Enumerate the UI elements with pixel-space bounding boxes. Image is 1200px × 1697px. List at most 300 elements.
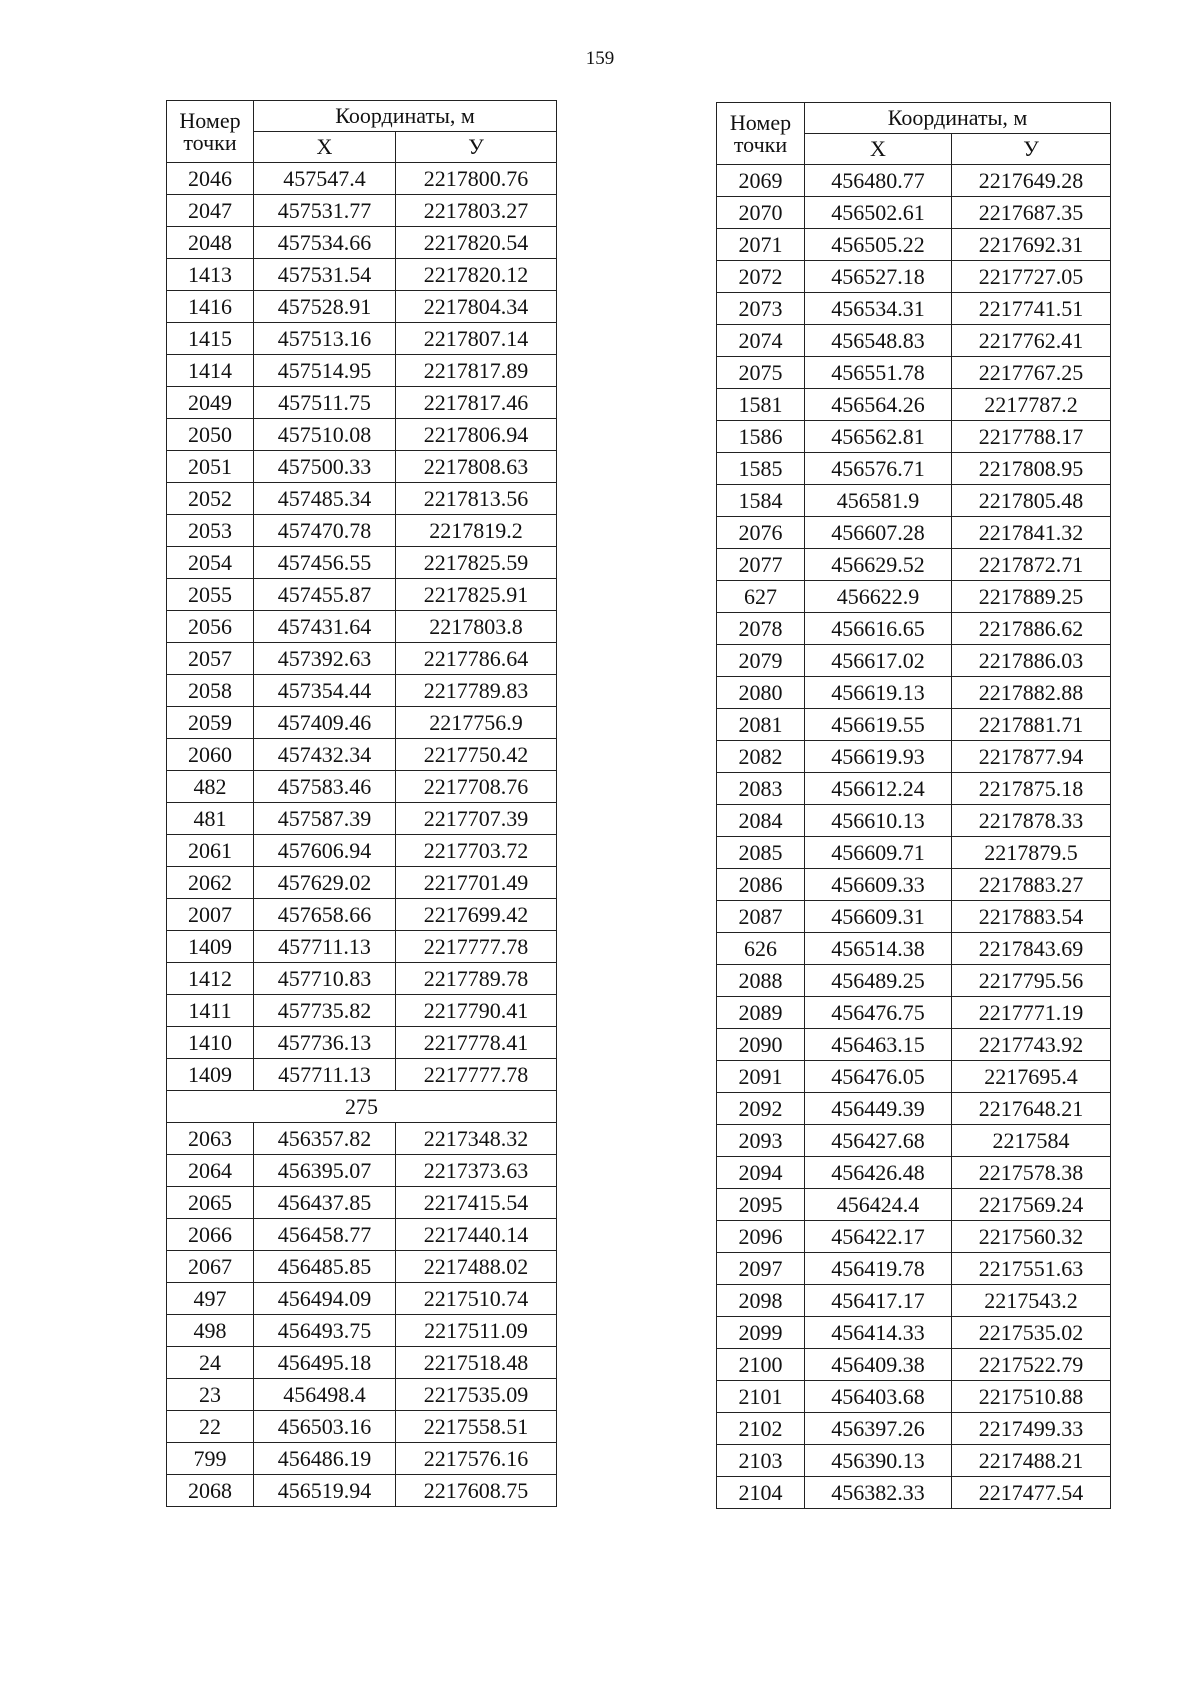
x-coordinate-cell: 456382.33: [805, 1477, 952, 1509]
x-coordinate-cell: 456609.71: [805, 837, 952, 869]
header-point-number: [717, 103, 805, 165]
table-row: [717, 1221, 1111, 1253]
x-coordinate-cell: 456619.13: [805, 677, 952, 709]
table-row: [167, 355, 557, 387]
x-coordinate-cell: 457510.08: [254, 419, 396, 451]
y-coordinate-cell: 2217687.35: [952, 197, 1111, 229]
y-coordinate-cell: 2217510.74: [396, 1283, 557, 1315]
x-coordinate-cell: 456414.33: [805, 1317, 952, 1349]
table-row: [717, 613, 1111, 645]
point-number-cell: 2068: [167, 1475, 254, 1507]
x-coordinate-cell: 456607.28: [805, 517, 952, 549]
table-row: [717, 1285, 1111, 1317]
x-coordinate-cell: 457470.78: [254, 515, 396, 547]
table-row: [717, 1445, 1111, 1477]
point-number-cell: 2065: [167, 1187, 254, 1219]
point-number-cell: 497: [167, 1283, 254, 1315]
y-coordinate-cell: 2217817.89: [396, 355, 557, 387]
table-row: [717, 1477, 1111, 1509]
table-row: [167, 675, 557, 707]
y-coordinate-cell: 2217535.09: [396, 1379, 557, 1411]
x-coordinate-cell: 456476.05: [805, 1061, 952, 1093]
table-row: [717, 1317, 1111, 1349]
point-number-cell: 2062: [167, 867, 254, 899]
point-number-cell: 2102: [717, 1413, 805, 1445]
y-coordinate-cell: 2217767.25: [952, 357, 1111, 389]
x-coordinate-cell: 457409.46: [254, 707, 396, 739]
table-row: [167, 1219, 557, 1251]
x-coordinate-cell: 457511.75: [254, 387, 396, 419]
point-number-cell: 627: [717, 581, 805, 613]
y-coordinate-cell: 2217778.41: [396, 1027, 557, 1059]
point-number-cell: 2104: [717, 1477, 805, 1509]
y-coordinate-cell: 2217786.64: [396, 643, 557, 675]
table-row: [717, 197, 1111, 229]
x-coordinate-cell: 457431.64: [254, 611, 396, 643]
point-number-cell: 2071: [717, 229, 805, 261]
y-coordinate-cell: 2217841.32: [952, 517, 1111, 549]
y-coordinate-cell: 2217741.51: [952, 293, 1111, 325]
point-number-cell: 2090: [717, 1029, 805, 1061]
x-coordinate-cell: 456485.85: [254, 1251, 396, 1283]
x-coordinate-cell: 456551.78: [805, 357, 952, 389]
x-coordinate-cell: 456422.17: [805, 1221, 952, 1253]
x-coordinate-cell: 456493.75: [254, 1315, 396, 1347]
y-coordinate-cell: 2217348.32: [396, 1123, 557, 1155]
header-point-number: [167, 101, 254, 163]
x-coordinate-cell: 456463.15: [805, 1029, 952, 1061]
point-number-cell: 626: [717, 933, 805, 965]
point-number-cell: 2079: [717, 645, 805, 677]
point-number-cell: 2088: [717, 965, 805, 997]
point-number-cell: 1581: [717, 389, 805, 421]
left-table-section: [167, 1091, 557, 1123]
coordinates-table-right: [716, 102, 1111, 1509]
y-coordinate-cell: 2217477.54: [952, 1477, 1111, 1509]
x-coordinate-cell: 456449.39: [805, 1093, 952, 1125]
y-coordinate-cell: 2217488.02: [396, 1251, 557, 1283]
point-number-cell: 1409: [167, 1059, 254, 1091]
table-row: [717, 677, 1111, 709]
x-coordinate-cell: 456616.65: [805, 613, 952, 645]
y-coordinate-cell: 2217695.4: [952, 1061, 1111, 1093]
y-coordinate-cell: 2217825.91: [396, 579, 557, 611]
x-coordinate-cell: 456489.25: [805, 965, 952, 997]
point-number-cell: 2070: [717, 197, 805, 229]
point-number-cell: 2056: [167, 611, 254, 643]
table-row: [717, 453, 1111, 485]
point-number-cell: 2069: [717, 165, 805, 197]
y-coordinate-cell: 2217560.32: [952, 1221, 1111, 1253]
point-number-cell: 2086: [717, 869, 805, 901]
point-number-cell: 2061: [167, 835, 254, 867]
point-number-cell: 2074: [717, 325, 805, 357]
point-number-cell: 2063: [167, 1123, 254, 1155]
x-coordinate-cell: 456437.85: [254, 1187, 396, 1219]
coordinates-table-left: [166, 100, 557, 1507]
y-coordinate-cell: 2217817.46: [396, 387, 557, 419]
x-coordinate-cell: 456476.75: [805, 997, 952, 1029]
point-number-cell: 2051: [167, 451, 254, 483]
point-number-cell: 1586: [717, 421, 805, 453]
point-number-cell: 2067: [167, 1251, 254, 1283]
table-row: [717, 1381, 1111, 1413]
table-row: [717, 997, 1111, 1029]
table-row: [717, 325, 1111, 357]
y-coordinate-cell: 2217584: [952, 1125, 1111, 1157]
header-coordinates: Координаты, м: [805, 103, 1111, 134]
table-row: [167, 259, 557, 291]
table-row: [167, 1251, 557, 1283]
table-row: [717, 389, 1111, 421]
x-coordinate-cell: 456397.26: [805, 1413, 952, 1445]
x-coordinate-cell: 457711.13: [254, 1059, 396, 1091]
y-coordinate-cell: 2217820.54: [396, 227, 557, 259]
x-coordinate-cell: 456505.22: [805, 229, 952, 261]
x-coordinate-cell: 456519.94: [254, 1475, 396, 1507]
header-y: У: [396, 132, 557, 163]
x-coordinate-cell: 456610.13: [805, 805, 952, 837]
x-coordinate-cell: 456581.9: [805, 485, 952, 517]
point-number-cell: 2083: [717, 773, 805, 805]
x-coordinate-cell: 456514.38: [805, 933, 952, 965]
table-header: [167, 101, 557, 163]
section-label: 275: [167, 1091, 557, 1123]
y-coordinate-cell: 2217806.94: [396, 419, 557, 451]
y-coordinate-cell: 2217789.78: [396, 963, 557, 995]
y-coordinate-cell: 2217707.39: [396, 803, 557, 835]
y-coordinate-cell: 2217649.28: [952, 165, 1111, 197]
point-number-cell: 2048: [167, 227, 254, 259]
point-number-cell: 1585: [717, 453, 805, 485]
y-coordinate-cell: 2217819.2: [396, 515, 557, 547]
table-row: [167, 1443, 557, 1475]
point-number-cell: 2059: [167, 707, 254, 739]
y-coordinate-cell: 2217777.78: [396, 931, 557, 963]
x-coordinate-cell: 456609.33: [805, 869, 952, 901]
point-number-cell: 22: [167, 1411, 254, 1443]
table-row: [167, 323, 557, 355]
table-row: [167, 1059, 557, 1091]
point-number-cell: 2101: [717, 1381, 805, 1413]
table-row: [167, 963, 557, 995]
table-row: [167, 227, 557, 259]
x-coordinate-cell: 456503.16: [254, 1411, 396, 1443]
table-row: [167, 483, 557, 515]
y-coordinate-cell: 2217879.5: [952, 837, 1111, 869]
header-point-label: Номер: [179, 107, 241, 133]
section-row: [167, 1091, 557, 1123]
y-coordinate-cell: 2217692.31: [952, 229, 1111, 261]
x-coordinate-cell: 456480.77: [805, 165, 952, 197]
table-row: [167, 579, 557, 611]
point-number-cell: 2076: [717, 517, 805, 549]
table-row: [167, 835, 557, 867]
y-coordinate-cell: 2217703.72: [396, 835, 557, 867]
point-number-cell: 2075: [717, 357, 805, 389]
table-row: [717, 1253, 1111, 1285]
point-number-cell: 1409: [167, 931, 254, 963]
table-row: [717, 741, 1111, 773]
x-coordinate-cell: 456548.83: [805, 325, 952, 357]
point-number-cell: 2096: [717, 1221, 805, 1253]
point-number-cell: 2084: [717, 805, 805, 837]
x-coordinate-cell: 457485.34: [254, 483, 396, 515]
point-number-cell: 498: [167, 1315, 254, 1347]
point-number-cell: 2054: [167, 547, 254, 579]
x-coordinate-cell: 457500.33: [254, 451, 396, 483]
point-number-cell: 2058: [167, 675, 254, 707]
point-number-cell: 2047: [167, 195, 254, 227]
point-number-cell: 2007: [167, 899, 254, 931]
point-number-cell: 2095: [717, 1189, 805, 1221]
x-coordinate-cell: 456390.13: [805, 1445, 952, 1477]
point-number-cell: 2094: [717, 1157, 805, 1189]
x-coordinate-cell: 457534.66: [254, 227, 396, 259]
y-coordinate-cell: 2217569.24: [952, 1189, 1111, 1221]
point-number-cell: 1415: [167, 323, 254, 355]
y-coordinate-cell: 2217807.14: [396, 323, 557, 355]
table-row: [167, 1027, 557, 1059]
table-row: [167, 1123, 557, 1155]
x-coordinate-cell: 456562.81: [805, 421, 952, 453]
left-table-body-b: [167, 1123, 557, 1507]
x-coordinate-cell: 456576.71: [805, 453, 952, 485]
table-row: [717, 1349, 1111, 1381]
point-number-cell: 2049: [167, 387, 254, 419]
y-coordinate-cell: 2217511.09: [396, 1315, 557, 1347]
point-number-cell: 2073: [717, 293, 805, 325]
table-row: [167, 291, 557, 323]
y-coordinate-cell: 2217787.2: [952, 389, 1111, 421]
table-row: [717, 1157, 1111, 1189]
x-coordinate-cell: 457531.54: [254, 259, 396, 291]
point-number-cell: 2091: [717, 1061, 805, 1093]
table-row: [167, 1155, 557, 1187]
table-row: [167, 643, 557, 675]
y-coordinate-cell: 2217743.92: [952, 1029, 1111, 1061]
x-coordinate-cell: 457514.95: [254, 355, 396, 387]
point-number-cell: 2050: [167, 419, 254, 451]
x-coordinate-cell: 457587.39: [254, 803, 396, 835]
table-row: [717, 229, 1111, 261]
x-coordinate-cell: 456486.19: [254, 1443, 396, 1475]
x-coordinate-cell: 457354.44: [254, 675, 396, 707]
x-coordinate-cell: 457528.91: [254, 291, 396, 323]
table-row: [167, 387, 557, 419]
point-number-cell: 2064: [167, 1155, 254, 1187]
y-coordinate-cell: 2217805.48: [952, 485, 1111, 517]
x-coordinate-cell: 456629.52: [805, 549, 952, 581]
x-coordinate-cell: 456494.09: [254, 1283, 396, 1315]
table-row: [717, 837, 1111, 869]
x-coordinate-cell: 456403.68: [805, 1381, 952, 1413]
y-coordinate-cell: 2217522.79: [952, 1349, 1111, 1381]
y-coordinate-cell: 2217699.42: [396, 899, 557, 931]
y-coordinate-cell: 2217882.88: [952, 677, 1111, 709]
table-header: [717, 103, 1111, 165]
table-row: [167, 1187, 557, 1219]
table-row: [167, 1411, 557, 1443]
table-row: [717, 293, 1111, 325]
point-number-cell: 23: [167, 1379, 254, 1411]
x-coordinate-cell: 457432.34: [254, 739, 396, 771]
table-row: [717, 1093, 1111, 1125]
table-row: [167, 1283, 557, 1315]
x-coordinate-cell: 456617.02: [805, 645, 952, 677]
x-coordinate-cell: 456424.4: [805, 1189, 952, 1221]
y-coordinate-cell: 2217825.59: [396, 547, 557, 579]
point-number-cell: 2060: [167, 739, 254, 771]
y-coordinate-cell: 2217701.49: [396, 867, 557, 899]
x-coordinate-cell: 456495.18: [254, 1347, 396, 1379]
x-coordinate-cell: 456619.55: [805, 709, 952, 741]
table-row: [167, 931, 557, 963]
x-coordinate-cell: 457455.87: [254, 579, 396, 611]
y-coordinate-cell: 2217808.63: [396, 451, 557, 483]
x-coordinate-cell: 456498.4: [254, 1379, 396, 1411]
table-row: [167, 1379, 557, 1411]
table-row: [717, 933, 1111, 965]
x-coordinate-cell: 457629.02: [254, 867, 396, 899]
header-x: Х: [805, 134, 952, 165]
point-number-cell: 2053: [167, 515, 254, 547]
point-number-cell: 2082: [717, 741, 805, 773]
y-coordinate-cell: 2217750.42: [396, 739, 557, 771]
table-row: [717, 773, 1111, 805]
y-coordinate-cell: 2217518.48: [396, 1347, 557, 1379]
x-coordinate-cell: 456419.78: [805, 1253, 952, 1285]
point-number-cell: 2078: [717, 613, 805, 645]
point-number-cell: 24: [167, 1347, 254, 1379]
point-number-cell: 2098: [717, 1285, 805, 1317]
y-coordinate-cell: 2217808.95: [952, 453, 1111, 485]
y-coordinate-cell: 2217800.76: [396, 163, 557, 195]
header-point-label-2: точки: [733, 131, 788, 157]
table-row: [167, 547, 557, 579]
point-number-cell: 1414: [167, 355, 254, 387]
y-coordinate-cell: 2217789.83: [396, 675, 557, 707]
point-number-cell: 2100: [717, 1349, 805, 1381]
left-table-body-a: [167, 163, 557, 1091]
point-number-cell: 1410: [167, 1027, 254, 1059]
y-coordinate-cell: 2217883.27: [952, 869, 1111, 901]
y-coordinate-cell: 2217820.12: [396, 259, 557, 291]
table-row: [717, 901, 1111, 933]
point-number-cell: 1584: [717, 485, 805, 517]
table-row: [167, 867, 557, 899]
table-row: [717, 165, 1111, 197]
x-coordinate-cell: 456502.61: [805, 197, 952, 229]
y-coordinate-cell: 2217488.21: [952, 1445, 1111, 1477]
x-coordinate-cell: 456427.68: [805, 1125, 952, 1157]
table-row: [717, 1413, 1111, 1445]
header-point-label: Номер: [729, 109, 792, 135]
table-row: [167, 899, 557, 931]
table-row: [167, 451, 557, 483]
page-number: 159: [585, 48, 615, 69]
point-number-cell: 2092: [717, 1093, 805, 1125]
point-number-cell: 2077: [717, 549, 805, 581]
y-coordinate-cell: 2217790.41: [396, 995, 557, 1027]
header-x: Х: [254, 132, 396, 163]
y-coordinate-cell: 2217558.51: [396, 1411, 557, 1443]
point-number-cell: 1412: [167, 963, 254, 995]
table-row: [717, 805, 1111, 837]
y-coordinate-cell: 2217771.19: [952, 997, 1111, 1029]
table-row: [167, 803, 557, 835]
y-coordinate-cell: 2217878.33: [952, 805, 1111, 837]
x-coordinate-cell: 456426.48: [805, 1157, 952, 1189]
x-coordinate-cell: 456612.24: [805, 773, 952, 805]
point-number-cell: 1413: [167, 259, 254, 291]
table-row: [167, 771, 557, 803]
table-row: [717, 645, 1111, 677]
table-row: [167, 995, 557, 1027]
y-coordinate-cell: 2217648.21: [952, 1093, 1111, 1125]
y-coordinate-cell: 2217608.75: [396, 1475, 557, 1507]
table-row: [717, 485, 1111, 517]
table-row: [717, 1061, 1111, 1093]
y-coordinate-cell: 2217777.78: [396, 1059, 557, 1091]
y-coordinate-cell: 2217440.14: [396, 1219, 557, 1251]
y-coordinate-cell: 2217803.8: [396, 611, 557, 643]
x-coordinate-cell: 456619.93: [805, 741, 952, 773]
y-coordinate-cell: 2217788.17: [952, 421, 1111, 453]
x-coordinate-cell: 457658.66: [254, 899, 396, 931]
y-coordinate-cell: 2217543.2: [952, 1285, 1111, 1317]
y-coordinate-cell: 2217843.69: [952, 933, 1111, 965]
x-coordinate-cell: 457531.77: [254, 195, 396, 227]
y-coordinate-cell: 2217886.62: [952, 613, 1111, 645]
right-table-body: [717, 165, 1111, 1509]
y-coordinate-cell: 2217872.71: [952, 549, 1111, 581]
x-coordinate-cell: 457606.94: [254, 835, 396, 867]
point-number-cell: 2046: [167, 163, 254, 195]
table-row: [167, 707, 557, 739]
point-number-cell: 799: [167, 1443, 254, 1475]
x-coordinate-cell: 456527.18: [805, 261, 952, 293]
point-number-cell: 2097: [717, 1253, 805, 1285]
y-coordinate-cell: 2217886.03: [952, 645, 1111, 677]
y-coordinate-cell: 2217708.76: [396, 771, 557, 803]
table-row: [167, 1475, 557, 1507]
x-coordinate-cell: 457735.82: [254, 995, 396, 1027]
table-row: [717, 1189, 1111, 1221]
x-coordinate-cell: 456409.38: [805, 1349, 952, 1381]
table-row: [717, 357, 1111, 389]
table-row: [717, 421, 1111, 453]
point-number-cell: 2087: [717, 901, 805, 933]
point-number-cell: 2052: [167, 483, 254, 515]
point-number-cell: 481: [167, 803, 254, 835]
x-coordinate-cell: 457583.46: [254, 771, 396, 803]
point-number-cell: 1416: [167, 291, 254, 323]
x-coordinate-cell: 456622.9: [805, 581, 952, 613]
x-coordinate-cell: 456357.82: [254, 1123, 396, 1155]
y-coordinate-cell: 2217881.71: [952, 709, 1111, 741]
y-coordinate-cell: 2217535.02: [952, 1317, 1111, 1349]
x-coordinate-cell: 456458.77: [254, 1219, 396, 1251]
x-coordinate-cell: 457711.13: [254, 931, 396, 963]
point-number-cell: 2080: [717, 677, 805, 709]
header-coordinates: Координаты, м: [254, 101, 557, 132]
point-number-cell: 2085: [717, 837, 805, 869]
table-row: [717, 581, 1111, 613]
x-coordinate-cell: 456564.26: [805, 389, 952, 421]
x-coordinate-cell: 456609.31: [805, 901, 952, 933]
y-coordinate-cell: 2217510.88: [952, 1381, 1111, 1413]
